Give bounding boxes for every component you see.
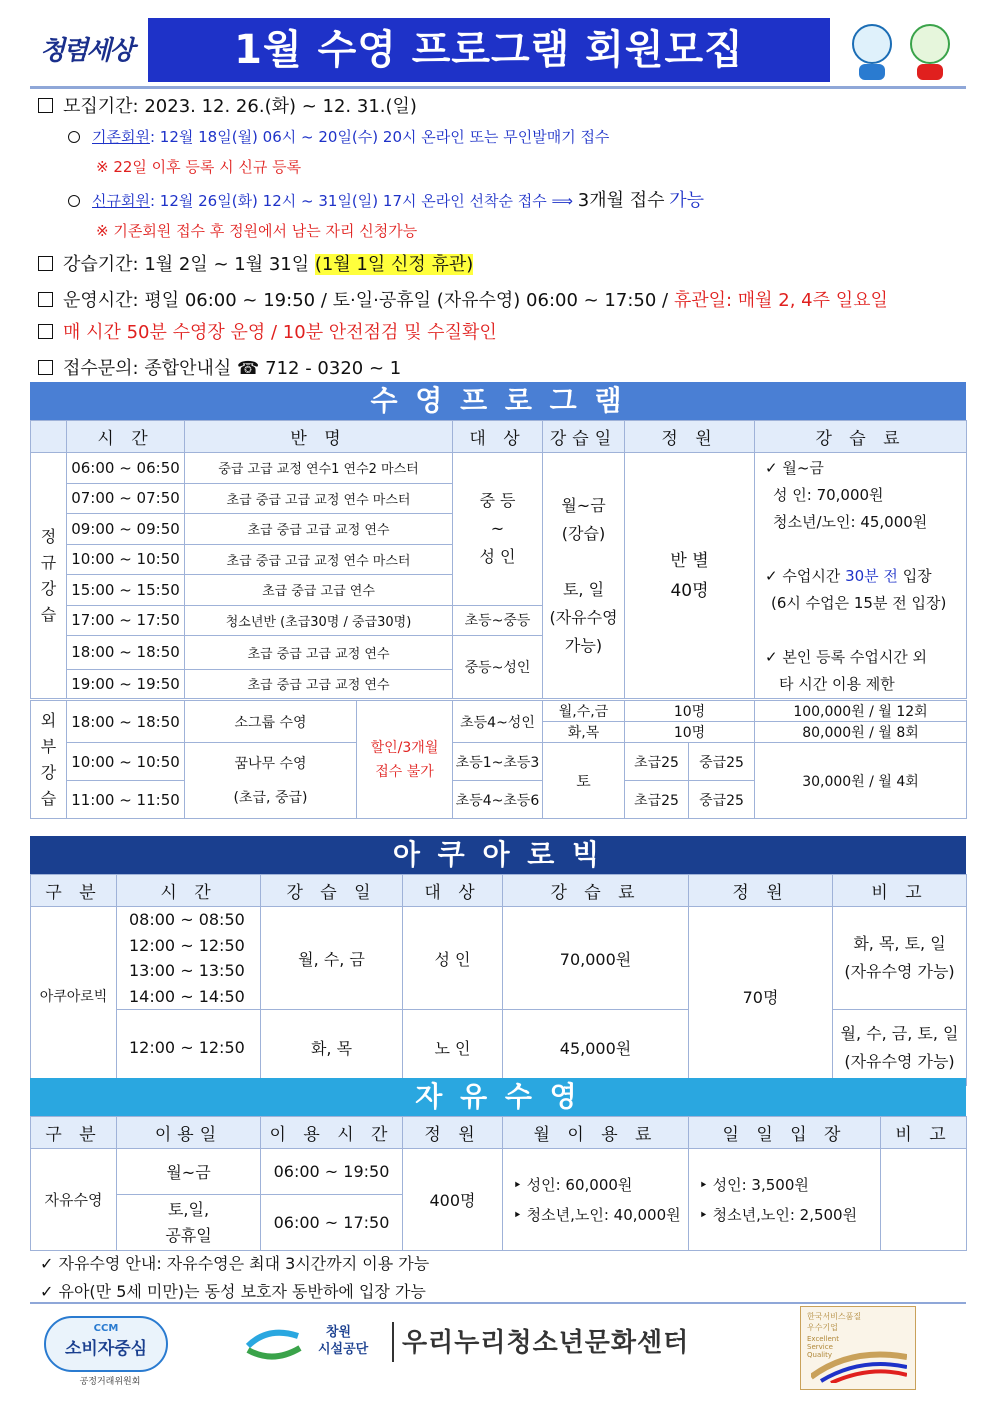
target-cell: 초등4~성인 bbox=[453, 700, 543, 743]
aqua-band: 아 쿠 아 로 빅 bbox=[30, 836, 966, 874]
target-cell: 초등1~초등3 bbox=[453, 743, 543, 781]
table-row-time: 18:00 ~ 18:50 bbox=[67, 636, 185, 670]
new-note: ※ 기존회원 접수 후 정원에서 남는 자리 신청가능 bbox=[96, 222, 418, 240]
table-row-time: 18:00 ~ 18:50 bbox=[67, 700, 185, 743]
table-row-class: 초급 중급 고급 연수 bbox=[185, 575, 453, 606]
corp-name: 창원 시설공단 bbox=[318, 1325, 369, 1357]
col-target: 대 상 bbox=[453, 421, 543, 453]
changwon-corp-logo-icon bbox=[238, 1324, 318, 1364]
page-title: 1월 수영 프로그램 회원모집 bbox=[148, 18, 830, 82]
lesson-period: 강습기간: 1월 2일 ~ 1월 31일 (1월 1일 신정 휴관) bbox=[38, 250, 473, 276]
table-row-class: 중급 고급 교정 연수1 연수2 마스터 bbox=[185, 453, 453, 484]
table-row-time: 15:00 ~ 15:50 bbox=[67, 575, 185, 606]
footer: CCM 소비자중심 공정거래위원회 창원 시설공단 우리누리청소년문화센터 한국서비스품질 우수기업 Excellent Service Quality bbox=[30, 1306, 966, 1396]
contact-info: 접수문의: 종합안내실 ☎ 712 - 0320 ~ 1 bbox=[38, 354, 401, 380]
new-member: 신규회원: 12월 26일(화) 12시 ~ 31일(일) 17시 온라인 선착순 접수 ⟹ 3개월 접수 가능 bbox=[68, 186, 704, 212]
ext-fee: 30,000원 / 월 4회 bbox=[755, 743, 967, 819]
page-header bbox=[30, 18, 966, 88]
table-row-class: 초급 중급 고급 교정 연수 bbox=[185, 669, 453, 700]
table-row-time: 10:00 ~ 10:50 bbox=[67, 743, 185, 781]
footnotes: ✓ 자유수영 안내: 자유수영은 최대 3시간까지 이용 가능 ✓ 유아(만 5세 미만)는 동성 보호자 동반하에 입장 가능 bbox=[40, 1254, 430, 1301]
free-swim-table: 구 분 이용일 이 용 시 간 정 원 월 이 용 료 일 일 입 장 비 고 자유수영 월~금 06:00 ~ 19:50 400명 ‣ 성인: 60,000원 ‣ 청소년,노인: 40,000원 ‣ 성인: 3,500원 ‣ 청소년,노인: 2,500원 토,일, 공휴일 06:00 ~ 17:50 bbox=[30, 1116, 967, 1251]
table-row-time: 10:00 ~ 10:50 bbox=[67, 544, 185, 575]
existing-note: ※ 22일 이후 등록 시 신규 등록 bbox=[96, 158, 302, 176]
table-row-class: 꿈나무 수영 (초급, 중급) bbox=[185, 743, 357, 819]
hourly-notice: 매 시간 50분 수영장 운영 / 10분 안전점검 및 수질확인 bbox=[38, 318, 497, 344]
table-row-time: 17:00 ~ 17:50 bbox=[67, 605, 185, 636]
recruit-period: 모집기간: 2023. 12. 26.(화) ~ 12. 31.(일) bbox=[38, 92, 417, 118]
operating-hours: 운영시간: 평일 06:00 ~ 19:50 / 토·일·공휴일 (자유수영) 06:00 ~ 17:50 / 휴관일: 매월 2, 4주 일요일 bbox=[38, 286, 888, 312]
table-row-class: 초급 중급 고급 교정 연수 bbox=[185, 514, 453, 545]
table-row-class: 소그룹 수영 bbox=[185, 700, 357, 743]
aqua-times: 08:00 ~ 08:50 12:00 ~ 12:50 13:00 ~ 13:50 14:00 ~ 14:50 bbox=[117, 907, 261, 1010]
mascot-images bbox=[840, 24, 966, 84]
table-row-time: 06:00 ~ 06:50 bbox=[67, 453, 185, 484]
footer-divider bbox=[30, 1302, 966, 1304]
free-swim-band: 자 유 수 영 bbox=[30, 1078, 966, 1116]
target-cell: 중등~성인 bbox=[453, 636, 543, 700]
mascot-blue-icon bbox=[846, 24, 898, 82]
table-row-time: 11:00 ~ 11:50 bbox=[67, 781, 185, 819]
ccm-logo: CCM 소비자중심 bbox=[44, 1316, 168, 1372]
table-row-class: 초급 중급 고급 교정 연수 마스터 bbox=[185, 483, 453, 514]
table-row-class: 초급 중급 고급 교정 연수 bbox=[185, 636, 453, 670]
col-days: 강습일 bbox=[543, 421, 625, 453]
table-row-time: 19:00 ~ 19:50 bbox=[67, 669, 185, 700]
fee-cell: ✓ 월~금 성 인: 70,000원 청소년/노인: 45,000원 ✓ 수업시간 30분 전 입장 (6시 수업은 15분 전 입장) ✓ 본인 등록 수업시간 외 타 시간 이용 제한 bbox=[755, 453, 967, 700]
target-cell: 초등~중등 bbox=[453, 605, 543, 636]
mascot-green-icon bbox=[904, 24, 956, 82]
free-swim-name: 자유수영 bbox=[31, 1149, 117, 1251]
external-label: 외 부 강 습 bbox=[31, 700, 67, 819]
service-quality-award-icon: 한국서비스품질 우수기업 Excellent Service Quality bbox=[800, 1306, 916, 1390]
target-cell: 중 등 ~ 성 인 bbox=[453, 453, 543, 606]
swim-program-table: 시 간 반 명 대 상 강습일 정 원 강 습 료 정 규 강 습 06:00 ~ 06:50 중급 고급 교정 연수1 연수2 마스터 중 등 ~ 성 인 월~금 (강습) 토, 일 (자유수영 가능) 반 별 40명 ✓ 월~금 성 인: 70,000원 청소년/노인: 45,000원 ✓ 수업시간 30분 전 입장 (6시 수업은 15분 전 입장) ✓ 본인 등록 수업시간 외 타 시간 이용 제한 07:00 ~ 07:50 초급 중급 고급 교정 연수 마스터 09:00 ~ 09:50 초급 중급 고급 교정 연수 10:00 ~ 10:50 초급 중급 고급 교정 연수 마스터 15:00 ~ 15:50 초급 중급 고급 연수 17:00 ~ 17:50 청소년반 (초급30명 / 중급30명) 초등~중등 18:00 ~ 18:50 초급 중급 고급 교정 연수 중등~성인 19:00 ~ 19:50 초급 중급 고급 교정 연수 외 부 강 습 18:00 ~ 18:50 소그룹 수영 할인/3개월 접수 불가 초등4~성인 월,수,금 10명 100,000원 / 월 12회 화,목 10명 80,000원 / 월 8회 10:00 ~ 10:50 꿈나무 수영 (초급, 중급) 초등1~초등3 토 초급25 중급25 30,000원 / 월 4회 11:00 ~ 11:50 초등4~초등6 초급25 중급25 bbox=[30, 420, 967, 819]
aqua-table: 구 분 시 간 강 습 일 대 상 강 습 료 정 원 비 고 아쿠아로빅 08:00 ~ 08:50 12:00 ~ 12:50 13:00 ~ 13:50 14:00 ~ 14:50 월, 수, 금 성 인 70,000원 70명 화, 목, 토, 일 (자유수영 가능) 12:00 ~ 12:50 화, 목 노 인 45,000원 월, 수, 금, 토, 일 (자유수영 가능) bbox=[30, 874, 967, 1086]
table-row-class: 초급 중급 고급 교정 연수 마스터 bbox=[185, 544, 453, 575]
cheongryeom-logo: 청렴세상 bbox=[40, 36, 133, 66]
col-time: 시 간 bbox=[67, 421, 185, 453]
header-divider bbox=[30, 86, 966, 89]
center-name: 우리누리청소년문화센터 bbox=[402, 1328, 690, 1358]
col-class: 반 명 bbox=[185, 421, 453, 453]
aqua-name: 아쿠아로빅 bbox=[31, 907, 117, 1086]
existing-member: 기존회원: 12월 18일(월) 06시 ~ 20일(수) 20시 온라인 또는 무인발매기 접수 bbox=[68, 126, 609, 147]
discount-note: 할인/3개월 접수 불가 bbox=[357, 700, 453, 819]
col-fee: 강 습 료 bbox=[755, 421, 967, 453]
table-row-time: 09:00 ~ 09:50 bbox=[67, 514, 185, 545]
table-row-time: 07:00 ~ 07:50 bbox=[67, 483, 185, 514]
days-cell: 월~금 (강습) 토, 일 (자유수영 가능) bbox=[543, 453, 625, 700]
ext-days: 토 bbox=[543, 743, 625, 819]
capacity-cell: 반 별 40명 bbox=[625, 453, 755, 700]
swim-program-band: 수 영 프 로 그 램 bbox=[30, 382, 966, 420]
col-capacity: 정 원 bbox=[625, 421, 755, 453]
table-row-class: 청소년반 (초급30명 / 중급30명) bbox=[185, 605, 453, 636]
target-cell: 초등4~초등6 bbox=[453, 781, 543, 819]
regular-label: 정 규 강 습 bbox=[31, 453, 67, 700]
